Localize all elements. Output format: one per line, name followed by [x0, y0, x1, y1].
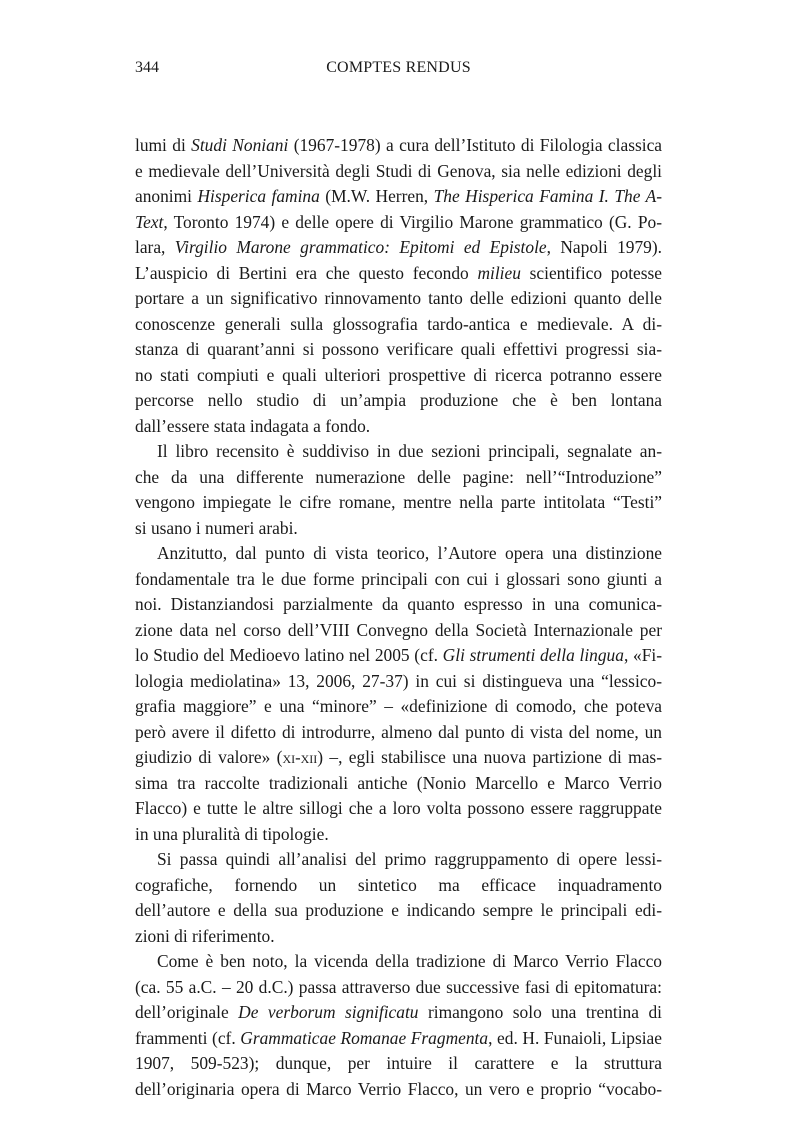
text-run: che da una differente numerazione delle pagine: nell’“Introduzione”: [135, 466, 662, 487]
text-line: [135, 720, 662, 746]
text-run: scientifico potesse: [520, 262, 662, 283]
text-run: , Napoli 1979).: [546, 237, 662, 257]
text-run: portare a un significativo rinnovamento tanto delle edizioni quanto delle: [135, 288, 662, 308]
text-run: (ca. 55 a.C. – 20 d.C.) passa attraverso due successive fasi di epitomatura:: [135, 976, 662, 997]
paragraph: [135, 439, 662, 541]
text-run: anonimi: [135, 186, 198, 206]
text-line: [135, 873, 662, 899]
text-run: ) –, egli stabilisce una nuova partizione di mas-: [317, 747, 662, 767]
text-run: percorse nello studio di un’ampia produzione che è ben lontana: [135, 390, 662, 410]
text-line: [135, 388, 662, 414]
text-line: [135, 771, 662, 797]
text-run: grafia maggiore” e una “minore” – «definizione di comodo, che poteva: [135, 696, 662, 716]
italic-title: De verborum significatu: [238, 1002, 419, 1022]
text-run: e medievale dell’Università degli Studi di Genova, sia nelle edizioni degli: [135, 160, 662, 181]
text-run: dell’autore e della sua produzione e indicando sempre le principali edi-: [135, 900, 662, 920]
text-run: , «Fi-: [623, 645, 663, 665]
text-run: 1907, 509-523); dunque, per intuire il carattere e la struttura: [135, 1053, 662, 1073]
text-line: [135, 592, 662, 618]
text-run: zione data nel corso dell’VIII Convegno della Società Internazionale per: [135, 619, 662, 640]
text-line: [135, 490, 662, 516]
text-line: [135, 286, 662, 312]
italic-title: The Hisperica Famina I. The A-: [433, 186, 663, 206]
text-run: Come è ben noto, la vicenda della tradizione di Marco Verrio Flacco: [157, 951, 662, 971]
text-line: [135, 312, 662, 338]
text-line: [135, 975, 662, 1001]
roman-numeral-pages: xi-xii: [282, 748, 318, 767]
text-run: dell’originale: [135, 1002, 239, 1022]
text-line: [135, 439, 662, 465]
text-run: conoscenze generali sulla glossografia tardo-antica e medievale. A di-: [135, 313, 662, 334]
text-line: [135, 643, 662, 669]
text-line: [135, 669, 662, 695]
text-run: zioni di riferimento.: [135, 925, 275, 946]
text-line: [135, 414, 662, 440]
text-line: [135, 1026, 662, 1052]
italic-title: Studi Noniani: [191, 135, 289, 155]
text-line: [135, 618, 662, 644]
text-run: (1967-1978) a cura dell’Istituto di Filologia classica: [288, 135, 663, 155]
text-run: dell’originaria opera di Marco Verrio Flacco, un vero e proprio “vocabo-: [135, 1078, 662, 1099]
text-run: L’auspicio di Bertini era che questo fecondo: [135, 262, 478, 283]
text-line: [135, 694, 662, 720]
text-run: lara,: [135, 237, 175, 257]
text-run: fondamentale tra le due forme principali con cui i glossari sono giunti a: [135, 568, 662, 589]
text-run: stanza di quarant’anni si possono verificare quali effettivi progressi sia-: [135, 339, 662, 359]
text-line: [135, 796, 662, 822]
italic-title: Text: [135, 211, 164, 232]
page-number: 344: [135, 59, 159, 76]
text-run: , ed. H. Funaioli, Lipsiae: [488, 1027, 662, 1048]
text-run: , Toronto 1974) e delle opere di Virgilio Marone grammatico (G. Po-: [163, 211, 662, 232]
text-line: [135, 1051, 662, 1077]
text-line: [135, 949, 662, 975]
italic-title: Grammaticae Romanae Fragmenta: [240, 1027, 489, 1048]
text-run: lumi di: [135, 135, 192, 155]
italic-title: Virgilio Marone grammatico: Epitomi ed Epistole: [174, 237, 547, 257]
running-title: COMPTES RENDUS: [326, 59, 471, 76]
text-run: cografiche, fornendo un sintetico ma efficace inquadramento: [135, 874, 662, 895]
text-run: in una pluralità di tipologie.: [135, 823, 329, 844]
paragraph: [135, 133, 662, 439]
text-line: [135, 924, 662, 950]
text-line: [135, 847, 662, 873]
text-line: [135, 898, 662, 924]
running-head: [135, 56, 662, 80]
text-run: sima tra raccolte tradizionali antiche (Nonio Marcello e Marco Verrio: [135, 772, 662, 793]
text-run: (M.W. Herren,: [319, 186, 434, 206]
text-line: [135, 1000, 662, 1026]
text-run: giudizio di valore» (: [135, 747, 283, 767]
italic-title: Gli strumenti della lingua: [442, 645, 624, 665]
text-run: lologia mediolatina» 13, 2006, 27-37) in cui si distingueva una “lessico-: [135, 670, 662, 691]
text-line: [135, 184, 662, 210]
text-line: [135, 465, 662, 491]
italic-title: Hisperica famina: [197, 186, 320, 206]
text-run: Anzitutto, dal punto di vista teorico, l’Autore opera una distinzione: [157, 543, 662, 563]
text-line: [135, 133, 662, 159]
paragraph: [135, 541, 662, 847]
paragraph: [135, 847, 662, 949]
paragraph: [135, 949, 662, 1102]
text-line: [135, 745, 662, 771]
text-line: [135, 822, 662, 848]
text-run: lo Studio del Medioevo latino nel 2005 (cf.: [135, 645, 443, 665]
text-run: vengono impiegate le cifre romane, mentre nella parte intitolata “Testi”: [135, 492, 662, 512]
text-run: Flacco) e tutte le altre sillogi che a loro volta possono essere raggruppate: [135, 798, 662, 818]
text-run: però avere il difetto di introdurre, almeno dal punto di vista del nome, un: [135, 721, 662, 742]
text-run: Si passa quindi all’analisi del primo raggruppamento di opere lessi-: [157, 849, 662, 869]
italic-title: milieu: [477, 262, 521, 283]
text-line: [135, 516, 662, 542]
text-run: Il libro recensito è suddiviso in due sezioni principali, segnalate an-: [157, 441, 662, 461]
text-run: noi. Distanziandosi parzialmente da quanto espresso in una comunica-: [135, 594, 662, 614]
text-line: [135, 567, 662, 593]
text-line: [135, 1077, 662, 1103]
text-line: [135, 159, 662, 185]
text-line: [135, 235, 662, 261]
review-body-text: [135, 133, 662, 1102]
text-run: si usano i numeri arabi.: [135, 517, 298, 538]
text-line: [135, 210, 662, 236]
text-run: no stati compiuti e quali ulteriori prospettive di ricerca potranno essere: [135, 364, 662, 385]
text-line: [135, 261, 662, 287]
text-run: rimangono solo una trentina di: [418, 1002, 662, 1022]
text-run: dall’essere stata indagata a fondo.: [135, 415, 371, 436]
text-line: [135, 363, 662, 389]
text-line: [135, 541, 662, 567]
text-line: [135, 337, 662, 363]
text-run: frammenti (cf.: [135, 1027, 241, 1048]
